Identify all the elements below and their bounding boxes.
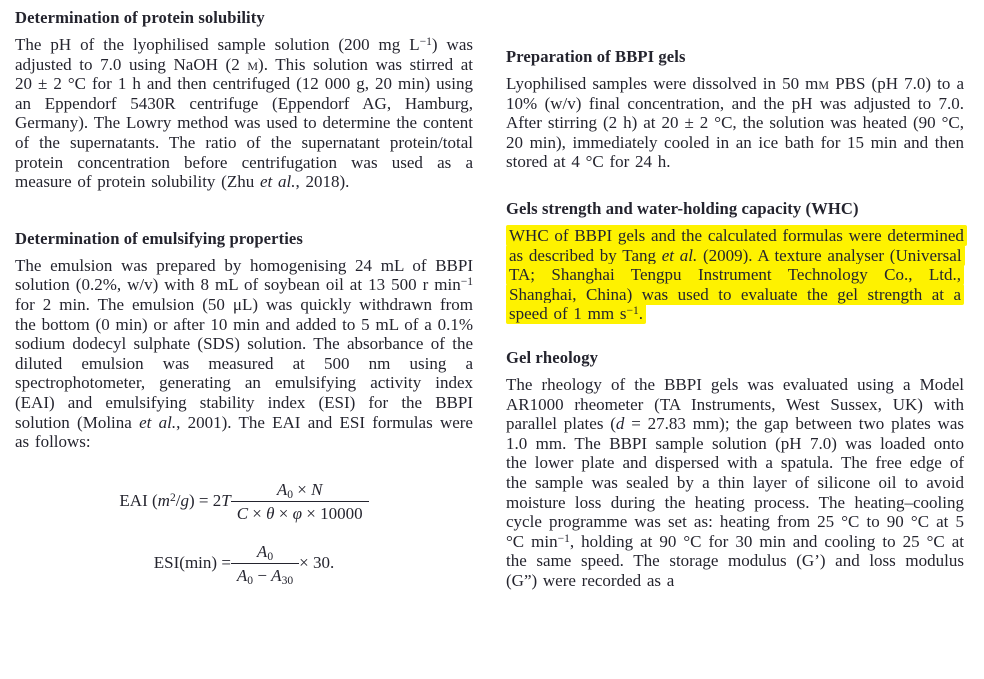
section-heading-protein-solubility: Determination of protein solubility <box>15 8 265 27</box>
section-emulsifying-properties <box>15 229 473 452</box>
formula-eai-lhs: EAI $(m^2/g) = 2T$ <box>119 491 231 511</box>
section-gels-strength-whc <box>506 199 964 324</box>
section-protein-solubility <box>15 8 473 192</box>
section-heading-preparation-bbpi-gels: Preparation of BBPI gels <box>506 47 686 66</box>
section-gel-rheology <box>506 348 964 591</box>
section-heading-gels-strength-whc: Gels strength and water-holding capacity (WHC) <box>506 198 859 218</box>
formula-esi-denominator: A0 − A30 <box>231 563 299 587</box>
paragraph-preparation-bbpi-gels: Lyophilised samples were dissolved in 50 mm PBS (pH 7.0) to a 10% (w/v) final concentration, and the pH was adjusted to 7.0. After stirring (2 h) at 20 ± 2 °C, the solution was heated (90 °C, 20 min), immediately cooled in an ice bath for 15 min and then stored at 4 °C for 24 h. <box>506 74 964 172</box>
paragraph-gel-rheology: The rheology of the BBPI gels was evaluated using a Model AR1000 rheometer (TA Instruments, West Sussex, UK) with parallel plates (d = 27.83 mm); the gap between two plates was 1.0 mm. The BBPI sample solution (pH 7.0) was loaded onto the lower plate and dispersed with a spatula. The free edge of the sample was sealed by a thin layer of silicone oil to avoid moisture loss during the heating process. The heating–cooling cycle programme was set as: heating from 25 °C to 90 °C at 5 °C $\min^{-1}$, holding at 90 °C for 30 min and cooling to 25 °C at the same speed. The storage modulus (G’) and loss modulus (G”) were recorded as a <box>506 374 964 590</box>
formula-esi <box>15 540 473 587</box>
paragraph-protein-solubility: The pH of the lyophilised sample solution (200 mg $L^{-1}$) was adjusted to 7.0 using NaOH (2 m). This solution was stirred at 20 ± 2 °C for 1 h and then centrifuged (12 000 g, 20 min) using an Eppendorf 5430R centrifuge (Eppendorf AG, Hamburg, Germany). The Lowry method was used to determine the content of the supernatants. The ratio of the supernatant protein/total protein concentration before centrifugation was used as a measure of protein solubility (Zhu et al., 2018). <box>15 34 473 192</box>
section-heading-gel-rheology: Gel rheology <box>506 347 598 367</box>
highlighted-passage: WHC of BBPI gels and the calculated formulas were determined as described by Tang et al. (2009). A texture analyser (Universal TA; Shanghai Tengpu Instrument Technology Co., Ltd., Shanghai, China) was used to evaluate the gel strength at a speed of 1 mm $s^{-1}$. <box>506 225 967 324</box>
right-column <box>506 8 964 679</box>
section-preparation-bbpi-gels <box>506 47 964 172</box>
formula-esi-numerator: A0 <box>256 541 274 563</box>
formula-esi-lhs: ESI(min) = <box>153 553 231 573</box>
formula-eai <box>15 478 473 525</box>
formula-eai-denominator: C × θ × φ × 10000 <box>231 501 369 525</box>
formula-eai-numerator: A0 × N <box>276 479 323 501</box>
formula-esi-fraction <box>231 540 299 587</box>
formula-eai-fraction <box>231 478 369 525</box>
left-column <box>15 8 473 679</box>
paragraph-emulsifying-properties: The emulsion was prepared by homogenising 24 mL of BBPI solution (0.2%, w/v) with 8 mL of soybean oil at 13 500 r $\min^{-1}$ for 2 min. The emulsion (50 μL) was quickly withdrawn from the bottom (0 min) or after 10 min and added to 5 mL of a 0.1% sodium dodecyl sulphate (SDS) solution. The absorbance of the diluted emulsion was measured at 500 nm using a spectrophotometer, generating an emulsifying activity index (EAI) and emulsifying stability index (ESI) for the BBPI solution (Molina et al., 2001). The EAI and ESI formulas were as follows: <box>15 255 473 452</box>
formula-esi-rhs: × 30. <box>299 553 335 573</box>
paragraph-gels-strength-whc <box>506 226 964 324</box>
section-heading-emulsifying-properties: Determination of emulsifying properties <box>15 228 303 248</box>
